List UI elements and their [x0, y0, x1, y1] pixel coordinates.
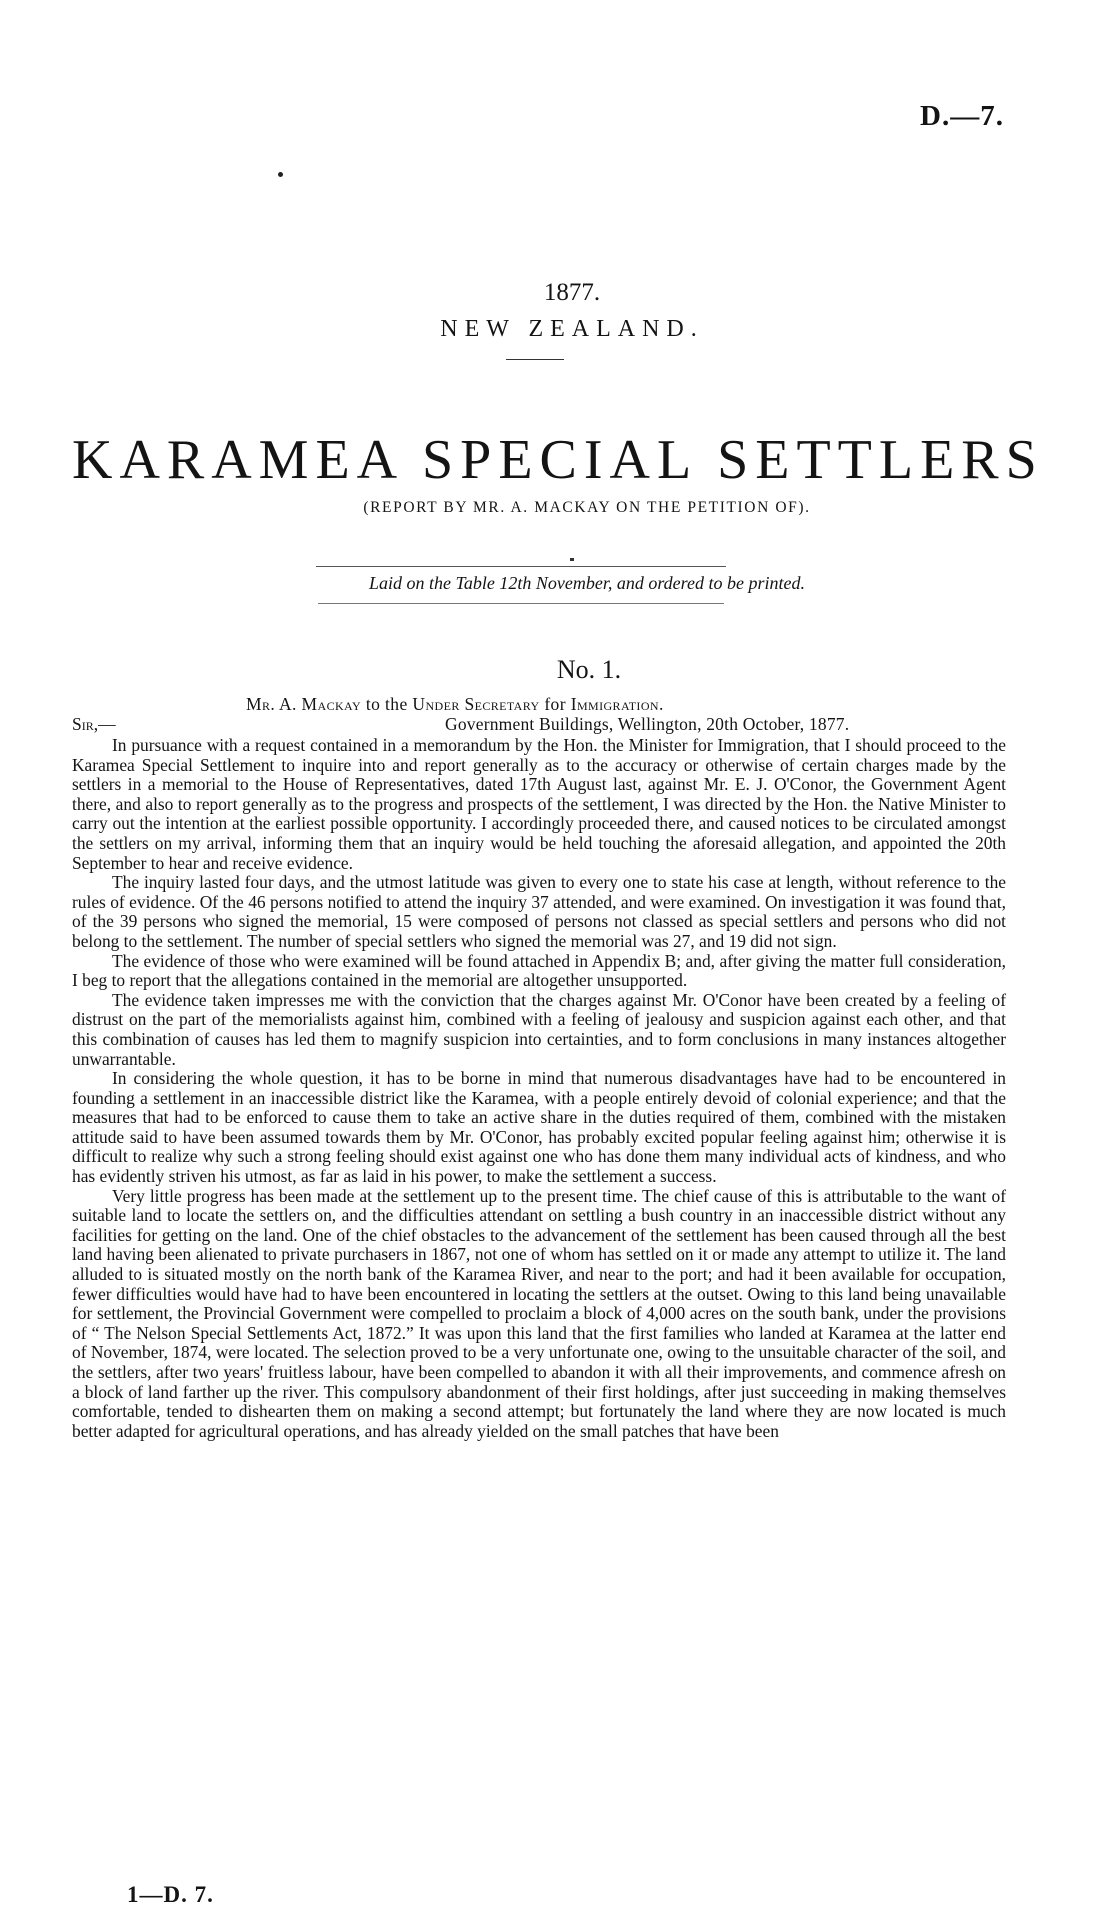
paragraph: The evidence taken impresses me with the conviction that the charges against Mr. O'Conor have been created by a feeling of distrust on the part of the memorialists against him, combined with a feeling of jealousy and suspicion against each other, and that this combination of causes has led them to magnify suspicion into certainties, and to form conclusions in many instances altogether unwarrantable. — [72, 989, 1006, 1069]
paragraph: The evidence of those who were examined will be found attached in Appendix B; and, after giving the matter full consideration, I beg to report that the allegations contained in the memorial are altogether unsupported. — [72, 950, 1006, 991]
printer-dot — [278, 172, 283, 177]
letter-heading — [246, 694, 664, 715]
paragraph: The inquiry lasted four days, and the utmost latitude was given to every one to state his case at length, without reference to the rules of evidence. Of the 46 persons notified to attend the inquiry 37 attended, and were examined. On investigation it was found that, of the 39 persons who signed the memorial, 15 were composed of persons not classed as special settlers and persons who did not belong to the settlement. The number of special settlers who signed the memorial was 27, and 19 did not sign. — [72, 872, 1006, 951]
salutation: Sir,— — [72, 714, 116, 734]
divider-mark — [570, 558, 574, 561]
divider — [506, 359, 564, 360]
laid-on-table-note: Laid on the Table 12th November, and ordered to be printed. — [369, 573, 805, 593]
divider — [316, 566, 726, 567]
page-footer: 1—D. 7. — [127, 1882, 214, 1907]
divider — [318, 603, 724, 604]
page-reference: D.—7. — [920, 100, 1004, 132]
paragraph: Very little progress has been made at the settlement up to the present time. The chief cause of this is attributable to the want of suitable land to locate the settlers on, and the difficulties attendant on settling a bush country in an inaccessible district without any facilities for getting on the land. One of the chief obstacles to the advancement of the settlement has been caused through all the best land having been alienated to private purchasers in 1867, not one of whom has settled on it or made any attempt to utilize it. The land alluded to is situated mostly on the north bank of the Karamea River, and near to the port; and had it been available for occupation, fewer difficulties would have had to have been encountered in locating the settlers at the outset. Owing to this land being unavailable for settlement, the Provincial Government were compelled to proclaim a block of 4,000 acres on the south bank, under the provisions of “ The Nelson Special Settlements Act, 1872.” It was upon this land that the first families who landed at Karamea at the latter end of November, 1874, were located. The selection proved to be a very unfortunate one, owing to the unsuitable character of the soil, and the settlers, after two years' fruitless labour, have been compelled to abandon it with all their improvements, and commence afresh on a block of land farther up the river. This compulsory abandonment of their first holdings, after just succeeding in making themselves comfortable, tended to dishearten them on making a second attempt; but fortunately the land where they are now located is much better adapted for agricultural operations, and has already yielded on the small patches that have been — [72, 1185, 1006, 1441]
letter-number: No. 1. — [556, 655, 622, 684]
document-title: KARAMEA SPECIAL SETTLERS — [72, 429, 1044, 491]
letter-body — [72, 736, 1006, 1441]
letter-recipient: Under Secretary — [412, 694, 540, 714]
heading-joiner: for — [544, 694, 566, 714]
paragraph: In considering the whole question, it has to be borne in mind that numerous disadvantages have had to be encountered in founding a settlement in an inaccessible district like the Karamea, with a people entirely devoid of colonial experience; and that the measures that had to be enforced to cause them to take an active share in the duties required of them, combined with the mistaken attitude said to have been assumed towards them by Mr. O'Conor, has probably excited popular feeling against him; otherwise it is difficult to realize why such a strong feeling should exist against one who has done them many individual acts of kindness, and who has evidently striven his utmost, as far as laid in his power, to make the settlement a success. — [72, 1068, 1006, 1187]
document-subtitle: (REPORT BY MR. A. MACKAY ON THE PETITION OF). — [363, 499, 811, 516]
letter-sender: Mr. A. Mackay — [246, 694, 362, 714]
paragraph: In pursuance with a request contained in a memorandum by the Hon. the Minister for Immigration, that I should proceed to the Karamea Special Settlement to inquire into and report generally as to the accuracy or otherwise of certain charges made by the settlers in a memorial to the House of Representatives, dated 17th August last, against Mr. E. J. O'Conor, the Government Agent there, and also to report generally as to the progress and prospects of the settlement, I was directed by the Hon. the Native Minister to carry out the intention at the earliest possible opportunity. I accordingly proceeded there, and caused notices to be circulated amongst the settlers on my arrival, informing them that an inquiry would be held touching the aforesaid allegation, and appointed the 20th September to hear and receive evidence. — [72, 735, 1006, 873]
sender-address: Government Buildings, Wellington, 20th October, 1877. — [445, 714, 850, 734]
letter-department: Immigration. — [570, 694, 664, 714]
country: NEW ZEALAND. — [440, 316, 704, 342]
heading-joiner: to the — [365, 694, 408, 714]
year: 1877. — [543, 279, 601, 306]
